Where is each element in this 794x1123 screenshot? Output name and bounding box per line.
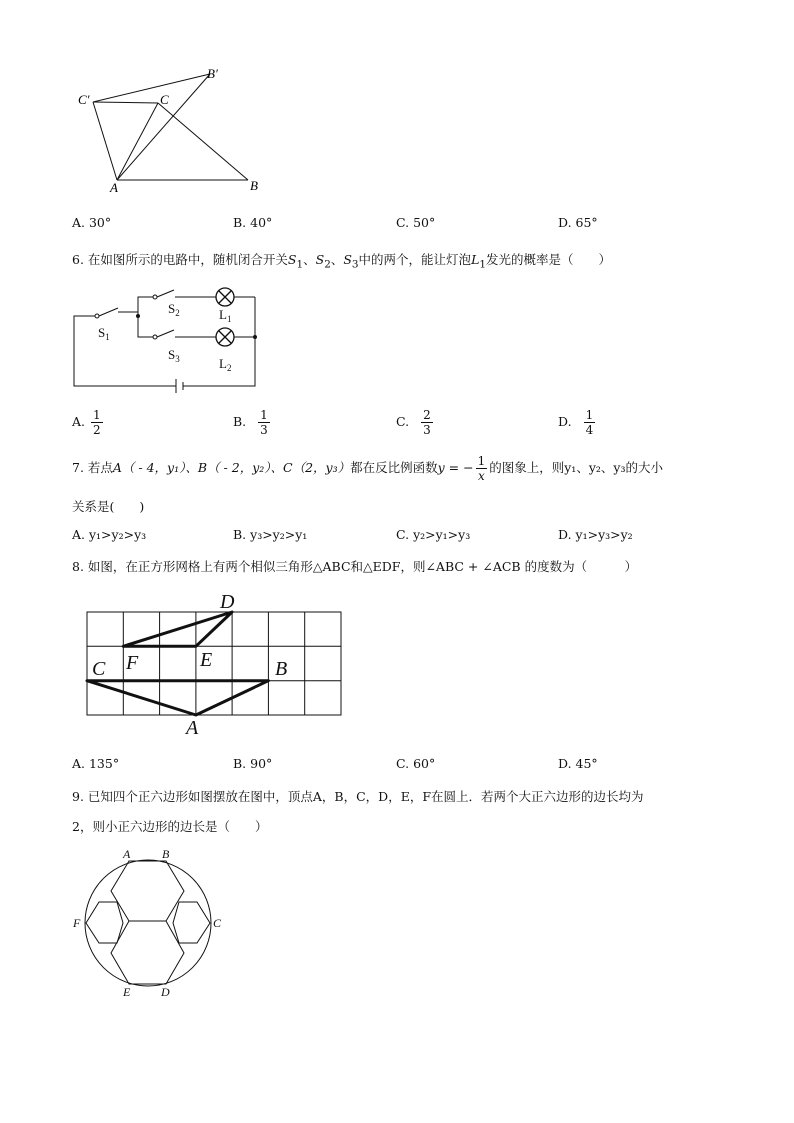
- q8-label-F: F: [126, 652, 139, 674]
- q9-label-D: D: [161, 985, 170, 999]
- q6-question-text: 6. 在如图所示的电路中，随机闭合开关$S_1$、$S_2$、$S_3$中的两个，能让灯泡$L_1$发光的概率是（ ）: [72, 252, 612, 271]
- q5-seg-AC: [117, 103, 158, 180]
- q7-question-line2: 关系是( ): [72, 499, 145, 514]
- q6-option-d: D. $\frac{1}{4}$: [558, 408, 594, 437]
- svg-text:L1: $L_1$: [219, 307, 232, 324]
- q8-option-d: D. 45°: [558, 756, 598, 771]
- q5-seg-CB: [158, 103, 248, 180]
- q5-label-C-prime: C′: [78, 92, 90, 107]
- q6-option-c: C. $\frac{2}{3}$: [396, 408, 431, 437]
- q6-circuit-diagram: [70, 285, 270, 400]
- q5-seg-AB-prime: [117, 74, 210, 180]
- q5-label-A: A: [110, 180, 118, 195]
- svg-text:S1: $S_1$: [98, 325, 110, 342]
- svg-text:S2: $S_2$: [168, 301, 180, 318]
- q7-question-line1: 7. 若点A（ - 4，y₁）、B（ - 2，y₂）、C（2，y₃）都在反比例函数y = − $\frac{1}{x}$ 的图象上，则y₁、y₂、y₃的大小: [72, 454, 663, 483]
- q8-label-D: D: [220, 591, 235, 613]
- q9-hexagon-circle-figure: [65, 845, 225, 1005]
- q8-grid-figure: [80, 588, 350, 738]
- q7-option-c: C. y₂>y₁>y₃: [396, 527, 471, 542]
- q5-option-d: D. 65°: [558, 215, 598, 230]
- q9-big-hexagon-top: [111, 861, 184, 921]
- q5-label-C: C: [160, 92, 169, 107]
- q7-option-d: D. y₁>y₃>y₂: [558, 527, 633, 542]
- svg-text:L2: $L_2$: [219, 356, 232, 373]
- q5-option-b: B. 40°: [233, 215, 273, 230]
- q5-option-c: C. 50°: [396, 215, 436, 230]
- q5-seg-C-primeB-prime: [93, 74, 210, 102]
- q8-label-B: B: [275, 658, 288, 680]
- q9-big-hexagon-bottom: [111, 921, 184, 984]
- q8-triangle-EDF: [123, 612, 232, 646]
- q5-seg-AC-prime: [93, 102, 117, 180]
- q9-label-A: A: [123, 847, 131, 861]
- q8-label-E: E: [200, 649, 213, 671]
- q6-option-a: A. $\frac{1}{2}$: [72, 408, 101, 437]
- q9-question-line1: 9. 已知四个正六边形如图摆放在图中，顶点A，B，C，D，E，F在圆上．若两个大正六边形的边长均为: [72, 789, 644, 804]
- q9-label-F: F: [73, 916, 81, 930]
- q8-option-b: B. 90°: [233, 756, 273, 771]
- q5-label-B-prime: B′: [207, 66, 218, 81]
- q9-label-E: E: [123, 985, 131, 999]
- lamp-L2-icon: [216, 328, 234, 346]
- q9-label-B: B: [162, 847, 170, 861]
- q5-triangle-figure: [70, 60, 270, 200]
- lamp-L1-icon: [216, 288, 234, 306]
- q9-circle: [85, 860, 211, 986]
- q9-question-line2: 2，则小正六边形的边长是（ ）: [72, 819, 268, 834]
- q8-option-a: A. 135°: [72, 756, 120, 771]
- q9-small-hexagon-right: [173, 902, 210, 943]
- q8-option-c: C. 60°: [396, 756, 436, 771]
- q7-option-b: B. y₃>y₂>y₁: [233, 527, 308, 542]
- q8-triangle-ABC: [87, 681, 268, 715]
- q6-option-b: B. $\frac{1}{3}$: [233, 408, 268, 437]
- q5-label-B: B: [250, 178, 258, 193]
- q5-option-a: A. 30°: [72, 215, 112, 230]
- q8-label-A: A: [186, 717, 199, 739]
- q7-option-a: A. y₁>y₂>y₃: [72, 527, 147, 542]
- q9-small-hexagon-left: [86, 902, 123, 943]
- q9-label-C: C: [213, 916, 222, 930]
- q8-question-text: 8. 如图，在正方形网格上有两个相似三角形△ABC和△EDF，则∠ABC + ∠ACB 的度数为（ ）: [72, 559, 638, 574]
- q5-seg-C-primeC: [93, 102, 158, 103]
- q8-label-C: C: [92, 658, 106, 680]
- svg-text:S3: $S_3$: [168, 347, 180, 364]
